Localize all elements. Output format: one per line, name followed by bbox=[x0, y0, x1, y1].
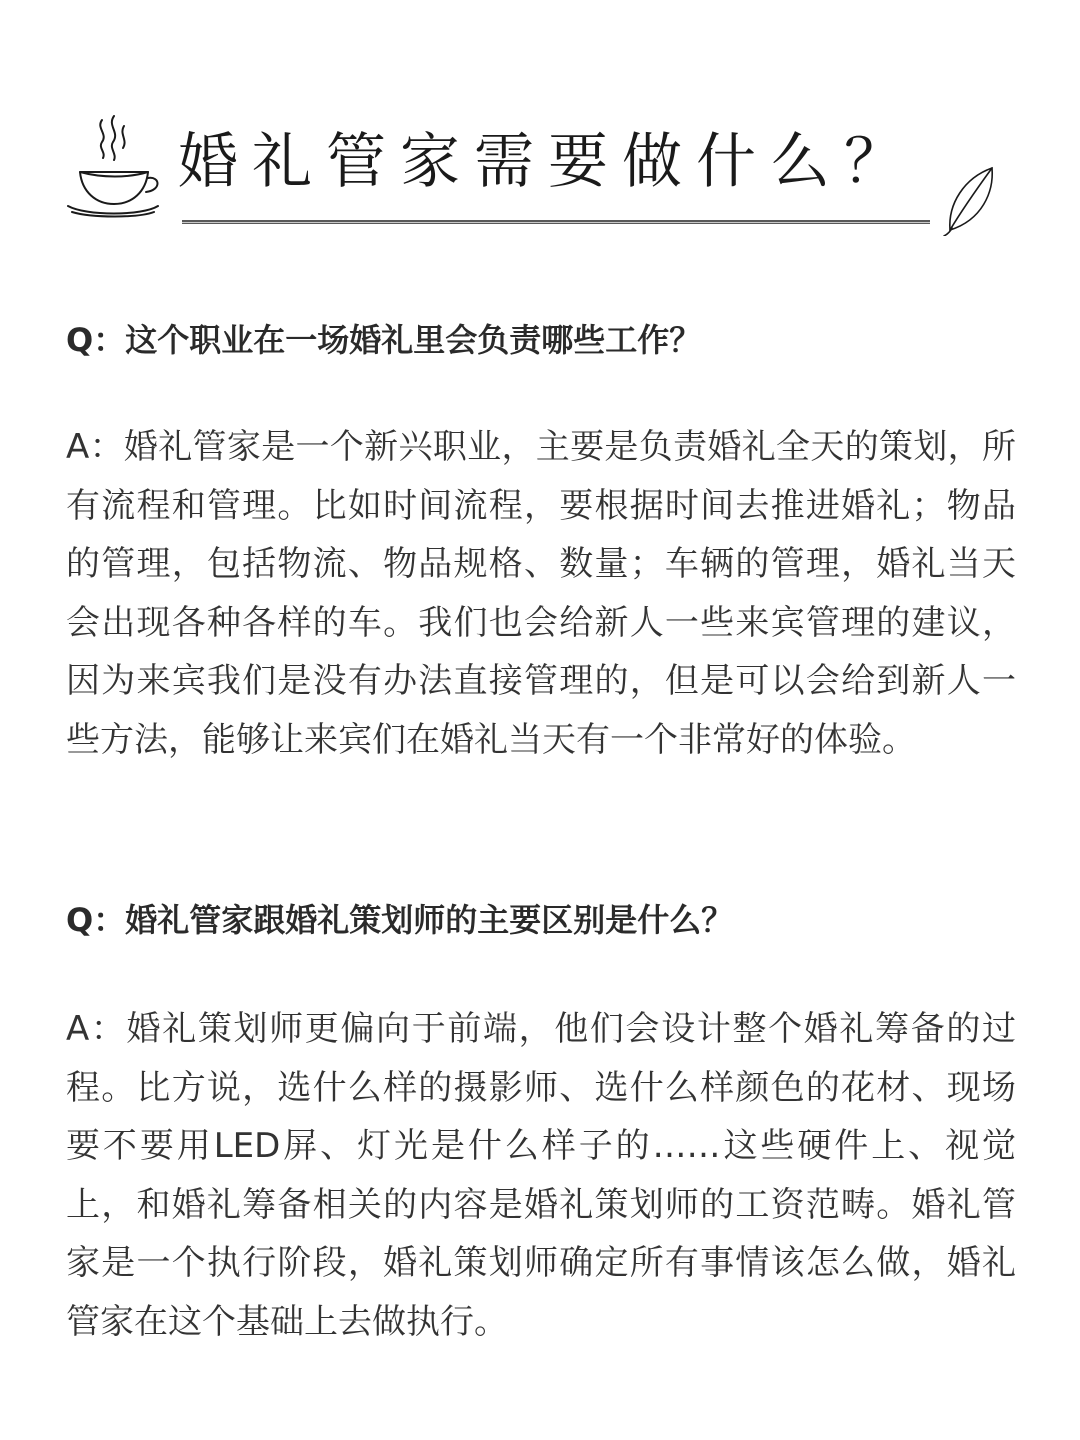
question-text: Q：这个职业在一场婚礼里会负责哪些工作？ bbox=[66, 321, 702, 359]
title-underline bbox=[182, 220, 930, 224]
question-2 bbox=[66, 900, 1016, 942]
question-text: Q：婚礼管家跟婚礼策划师的主要区别是什么？ bbox=[66, 901, 734, 939]
answer-text: A：婚礼管家是一个新兴职业，主要是负责婚礼全天的策划，所有流程和管理。比如时间流程，要根据时间去推进婚礼；物品的管理，包括物流、物品规格、数量；车辆的管理，婚礼当天会出现各种各样的车。我们也会给新人一些来宾管理的建议，因为来宾我们是没有办法直接管理的，但是可以会给到新人一些方法，能够让来宾们在婚礼当天有一个非常好的体验。 bbox=[66, 427, 1016, 760]
coffee-cup-icon bbox=[62, 112, 162, 222]
header bbox=[0, 100, 1080, 240]
answer-text: A：婚礼策划师更偏向于前端，他们会设计整个婚礼筹备的过程。比方说，选什么样的摄影师、选什么样颜色的花材、现场要不要用LED屏、灯光是什么样子的……这些硬件上、视觉上，和婚礼筹备相关的内容是婚礼策划师的工资范畴。婚礼管家是一个执行阶段，婚礼策划师确定所有事情该怎么做，婚礼管家在这个基础上去做执行。 bbox=[66, 1009, 1016, 1342]
answer-2 bbox=[66, 1000, 1016, 1351]
leaf-icon bbox=[940, 164, 1000, 236]
question-1 bbox=[66, 320, 1016, 362]
answer-1 bbox=[66, 418, 1016, 769]
page-title: 婚礼管家需要做什么？ bbox=[178, 127, 918, 197]
